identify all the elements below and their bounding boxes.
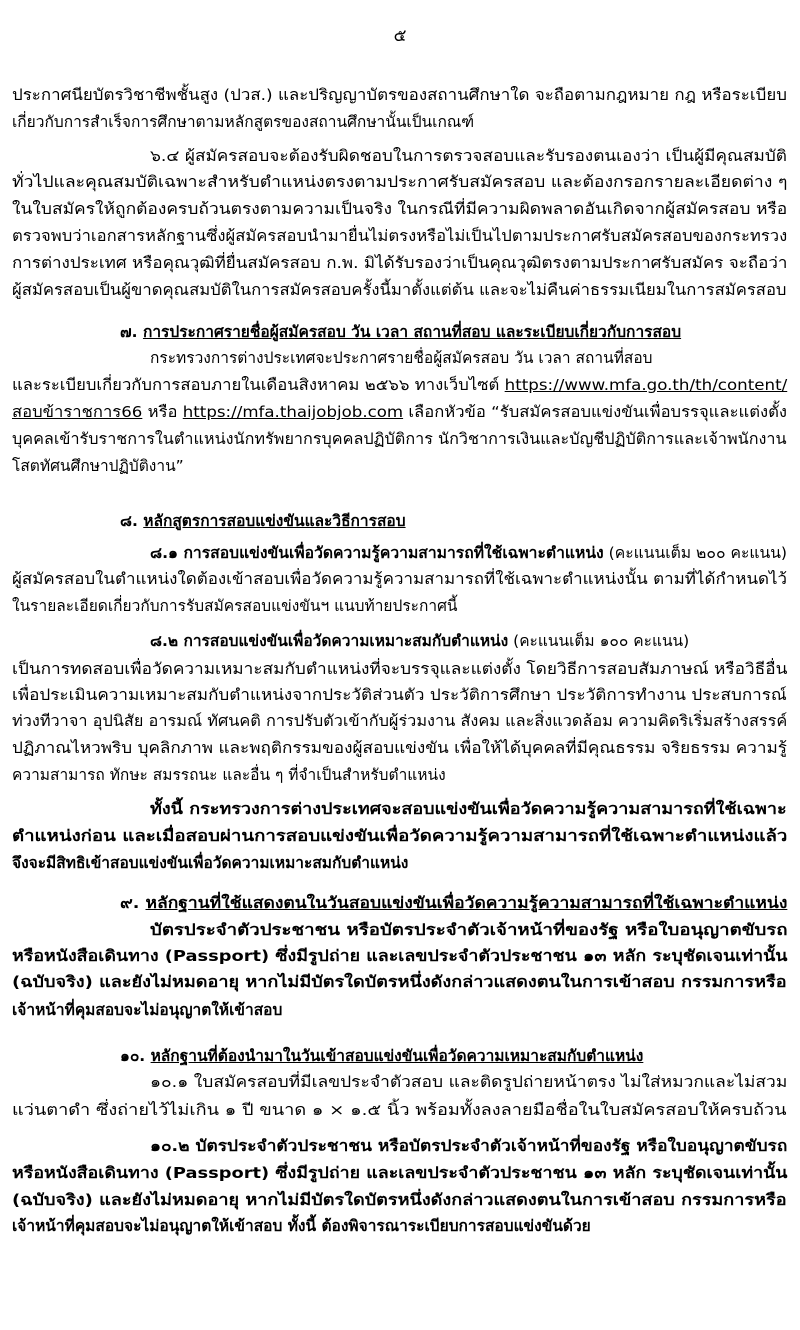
text-run: หลักฐานที่ต้องนำมาในวันเข้าสอบแข่งขันเพื่อวัดความเหมาะสมกับตำแหน่ง <box>150 1047 644 1065</box>
text-line <box>120 1046 643 1066</box>
text-run: และระเบียบเกี่ยวกับการสอบภายในเดือนสิงหาคม ๒๕๖๖ ทางเว็บไซต์ <box>12 376 505 394</box>
text-run: จึงจะมีสิทธิเข้าสอบแข่งขันเพื่อวัดความเหมาะสมกับตำแหน่ง <box>12 854 409 872</box>
text-run: ๑๐.๒ บัตรประจำตัวประชาชน หรือบัตรประจำตัวเจ้าหน้าที่ของรัฐ หรือใบอนุญาตขับรถ <box>150 1137 788 1155</box>
text-run: ๑๐.๑ ใบสมัครสอบที่มีเลขประจำตัวสอบ และติดรูปถ่ายหน้าตรง ไม่ใส่หมวกและไม่สวม <box>150 1073 788 1091</box>
text-line <box>12 972 787 992</box>
text-run: บุคคลเข้ารับราชการในตำแหน่งนักทรัพยากรบุคคลปฏิบัติการ นักวิชาการเงินและบัญชีปฏิบัติการและเจ้าพนักงาน <box>12 430 787 448</box>
text-run: เลือกหัวข้อ “รับสมัครสอบแข่งขันเพื่อบรรจุและแต่งตั้ง <box>403 403 788 421</box>
text-run: การต่างประเทศ หรือคุณวุฒิที่ยื่นสมัครสอบ ก.พ. มิได้รับรองว่าเป็นคุณวุฒิตรงตามประกาศรับสมัคร จะถือว่า <box>12 254 788 272</box>
text-line <box>12 172 787 192</box>
text-line <box>12 1000 282 1020</box>
text-run: ท่วงทีวาจา อุปนิสัย อารมณ์ ทัศนคติ การปรับตัวเข้ากับผู้ร่วมงาน สังคม และสิ่งแวดล้อม ความคิดริเริ่มสร้างสรรค์ <box>12 712 788 730</box>
text-run: ๑๐. <box>120 1047 151 1065</box>
text-line <box>150 631 689 651</box>
text-run: (คะแนนเต็ม ๑๐๐ คะแนน) <box>508 632 690 650</box>
text-run: ทั้งนี้ กระทรวงการต่างประเทศจะสอบแข่งขันเพื่อวัดความรู้ความสามารถที่ใช้เฉพาะ <box>150 800 787 818</box>
text-line <box>150 920 788 940</box>
text-line <box>12 596 458 616</box>
text-run: ผู้สมัครสอบในตำแหน่งใดต้องเข้าสอบเพื่อวัดความรู้ความสามารถที่ใช้เฉพาะตำแหน่งนั้น ตามที่ได้กำหนดไว้ <box>12 570 788 588</box>
text-run: ในรายละเอียดเกี่ยวกับการรับสมัครสอบแข่งขันฯ แนบท้ายประกาศนี้ <box>12 597 458 615</box>
text-run: ๙. <box>120 894 146 912</box>
text-line <box>12 1100 787 1120</box>
text-run: กระทรวงการต่างประเทศจะประกาศรายชื่อผู้สมัครสอบ วัน เวลา สถานที่สอบ <box>150 349 653 367</box>
website-link[interactable]: สอบข้าราชการ66 <box>12 403 143 421</box>
text-line <box>12 826 787 846</box>
text-line <box>120 893 787 913</box>
text-run: ปฏิภาณไหวพริบ บุคลิกภาพ และพฤติกรรมของผู้สอบแข่งขัน เพื่อให้ได้บุคคลที่มีคุณธรรม จริยธรรม ความรู้ <box>12 739 787 757</box>
text-run: ๖.๔ ผู้สมัครสอบจะต้องรับผิดชอบในการตรวจสอบและรับรองตนเองว่า เป็นผู้มีคุณสมบัติ <box>150 147 787 165</box>
text-run: ๘.๒ การสอบแข่งขันเพื่อวัดความเหมาะสมกับตำแหน่ง <box>150 632 509 650</box>
text-line <box>12 253 787 273</box>
text-line <box>12 685 787 705</box>
text-line <box>12 1216 591 1236</box>
text-run: ประกาศนียบัตรวิชาชีพชั้นสูง (ปวส.) และปริญญาบัตรของสถานศึกษาใด จะถือตามกฎหมาย กฎ หรือระเบียบ <box>12 86 787 104</box>
text-line <box>150 543 787 563</box>
text-line <box>12 402 787 422</box>
text-line <box>150 146 787 166</box>
text-line <box>150 1136 787 1156</box>
text-line <box>12 112 474 132</box>
text-line <box>150 799 787 819</box>
text-run: เจ้าหน้าที่คุมสอบจะไม่อนุญาตให้เข้าสอบ <box>12 1001 283 1019</box>
text-line <box>12 85 787 105</box>
text-line <box>12 765 446 785</box>
text-run: โสตทัศนศึกษาปฏิบัติงาน” <box>12 457 184 475</box>
text-line <box>12 456 184 476</box>
text-run: หลักฐานที่ใช้แสดงตนในวันสอบแข่งขันเพื่อวัดความรู้ความสามารถที่ใช้เฉพาะตำแหน่ง <box>145 894 788 912</box>
text-run: เกี่ยวกับการสำเร็จการศึกษาตามหลักสูตรของสถานศึกษานั้นเป็นเกณฑ์ <box>12 113 475 131</box>
text-line <box>120 322 681 342</box>
text-run: ๗. <box>120 323 143 341</box>
text-line <box>12 375 787 395</box>
text-line <box>150 1072 787 1092</box>
text-line <box>120 511 406 531</box>
text-line <box>12 853 408 873</box>
text-run: แว่นตาดำ ซึ่งถ่ายไว้ไม่เกิน ๑ ปี ขนาด ๑ × ๑.๕ นิ้ว พร้อมทั้งลงลายมือชื่อในใบสมัครสอบให้ครบถ้วน <box>12 1101 787 1119</box>
text-run: เพื่อประเมินความเหมาะสมกับตำแหน่งจากประวัติส่วนตัว ประวัติการศึกษา ประวัติการทำงาน ประสบการณ์ <box>12 686 787 704</box>
text-run: ทั่วไปและคุณสมบัติเฉพาะสำหรับตำแหน่งตรงตามประกาศรับสมัครสอบ และต้องกรอกรายละเอียดต่าง ๆ <box>12 173 788 191</box>
text-line <box>12 569 787 589</box>
text-run: หรือหนังสือเดินทาง (Passport) ซึ่งมีรูปถ่าย และเลขประจำตัวประชาชน ๑๓ หลัก ระบุชัดเจนเท่านั้น <box>12 947 788 965</box>
text-run: ๘. <box>120 512 144 530</box>
text-run: ตำแหน่งก่อน และเมื่อสอบผ่านการสอบแข่งขันเพื่อวัดความรู้ความสามารถที่ใช้เฉพาะตำแหน่งแล้ว <box>12 827 788 845</box>
text-run: ความสามารถ ทักษะ สมรรถนะ และอื่น ๆ ที่จำเป็นสำหรับตำแหน่ง <box>12 766 446 784</box>
text-line <box>12 1190 787 1210</box>
website-link[interactable]: https://mfa.thaijobjob.com <box>182 403 404 421</box>
text-run: ผู้สมัครสอบเป็นผู้ขาดคุณสมบัติในการสมัครสอบครั้งนี้มาตั้งแต่ต้น และจะไม่คืนค่าธรรมเนียมในการสมัครสอบ <box>12 281 787 299</box>
text-line <box>12 659 787 679</box>
text-run: บัตรประจำตัวประชาชน หรือบัตรประจำตัวเจ้าหน้าที่ของรัฐ หรือใบอนุญาตขับรถ <box>150 921 788 939</box>
text-line <box>12 280 787 300</box>
text-line <box>12 429 787 449</box>
text-run: ตรวจพบว่าเอกสารหลักฐานซึ่งผู้สมัครสอบนำมายื่นไม่ตรงหรือไม่เป็นไปตามประกาศรับสมัครสอบของกระทรวง <box>12 227 788 245</box>
text-line <box>150 348 653 368</box>
text-run: หรือ <box>142 403 183 421</box>
text-line <box>12 946 787 966</box>
text-run: เจ้าหน้าที่คุมสอบจะไม่อนุญาตให้เข้าสอบ ทั้งนี้ ต้องพิจารณาระเบียบการสอบแข่งขันด้วย <box>12 1217 591 1235</box>
text-run: ๘.๑ การสอบแข่งขันเพื่อวัดความรู้ความสามารถที่ใช้เฉพาะตำแหน่ง <box>150 544 604 562</box>
website-link[interactable]: https://www.mfa.go.th/th/content/ <box>504 376 788 394</box>
text-line <box>12 738 787 758</box>
text-run: หลักสูตรการสอบแข่งขันและวิธีการสอบ <box>143 512 406 530</box>
text-line <box>12 199 787 219</box>
text-run: เป็นการทดสอบเพื่อวัดความเหมาะสมกับตำแหน่งที่จะบรรจุและแต่งตั้ง โดยวิธีการสอบสัมภาษณ์ หรือวิธีอื่น <box>12 660 788 678</box>
text-line <box>12 1163 787 1183</box>
text-run: (ฉบับจริง) และยังไม่หมดอายุ หากไม่มีบัตรใดบัตรหนึ่งดังกล่าวแสดงตนในการเข้าสอบ กรรมการหรือ <box>12 1191 787 1209</box>
text-run: (คะแนนเต็ม ๒๐๐ คะแนน) <box>603 544 788 562</box>
text-line <box>12 711 787 731</box>
text-run: ในใบสมัครให้ถูกต้องครบถ้วนตรงตามความเป็นจริง ในกรณีที่มีความผิดพลาดอันเกิดจากผู้สมัครสอบ หรือ <box>12 200 788 218</box>
text-line <box>12 226 787 246</box>
page-number: ๕ <box>393 26 407 46</box>
text-run: การประกาศรายชื่อผู้สมัครสอบ วัน เวลา สถานที่สอบ และระเบียบเกี่ยวกับการสอบ <box>142 323 682 341</box>
text-run: (ฉบับจริง) และยังไม่หมดอายุ หากไม่มีบัตรใดบัตรหนึ่งดังกล่าวแสดงตนในการเข้าสอบ กรรมการหรือ <box>12 973 787 991</box>
text-run: หรือหนังสือเดินทาง (Passport) ซึ่งมีรูปถ่าย และเลขประจำตัวประชาชน ๑๓ หลัก ระบุชัดเจนเท่านั้น <box>12 1164 788 1182</box>
